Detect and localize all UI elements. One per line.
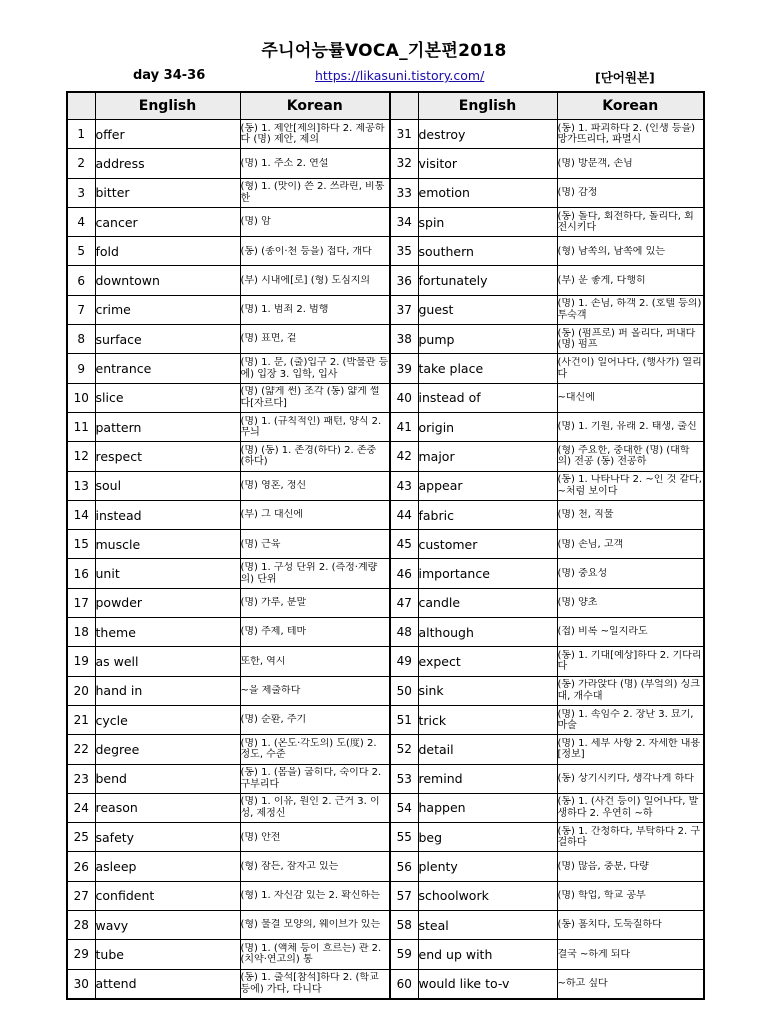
korean-meaning-text: ~대신에	[557, 392, 595, 404]
english-word-right: detail	[418, 735, 557, 764]
english-word-right: guest	[418, 295, 557, 324]
korean-meaning-left	[240, 354, 390, 383]
table-row	[67, 852, 704, 881]
korean-meaning-right	[557, 735, 704, 764]
korean-meaning-text: (부) 그 대신에	[240, 509, 303, 521]
english-word-left: unit	[95, 559, 240, 588]
word-number-left: 27	[67, 881, 95, 910]
korean-meaning-right	[557, 911, 704, 940]
word-number-left: 12	[67, 442, 95, 471]
document-title: 주니어능률VOCA_기본편2018	[261, 41, 507, 61]
korean-meaning-left	[240, 325, 390, 354]
table-row	[67, 354, 704, 383]
word-number-right: 49	[390, 647, 418, 676]
english-word-left: crime	[95, 295, 240, 324]
word-number-right: 52	[390, 735, 418, 764]
header-english-right: English	[418, 92, 557, 120]
word-number-left: 17	[67, 588, 95, 617]
word-number-left: 23	[67, 764, 95, 793]
table-row	[67, 676, 704, 705]
korean-meaning-text: (명) 1. 구성 단위 2. (측정·계량의) 단위	[240, 562, 378, 585]
english-word-left: muscle	[95, 530, 240, 559]
korean-meaning-text: (동) (종이·천 등을) 접다, 개다	[240, 245, 372, 257]
korean-meaning-text: (명) (동) 1. 존경(하다) 2. 존중(하다)	[240, 444, 377, 468]
korean-meaning-text: (동) 1. 간청하다, 부탁하다 2. 구걸하다	[557, 825, 701, 849]
table-row	[67, 588, 704, 617]
english-word-right: expect	[418, 647, 557, 676]
english-word-left: safety	[95, 823, 240, 852]
korean-meaning-text: (명) 근육	[240, 538, 281, 550]
korean-meaning-left	[240, 471, 390, 500]
table-header-row	[67, 92, 704, 120]
english-word-left: downtown	[95, 266, 240, 295]
word-number-right: 56	[390, 852, 418, 881]
english-word-right: although	[418, 618, 557, 647]
word-number-left: 11	[67, 412, 95, 441]
word-number-left: 24	[67, 793, 95, 822]
korean-meaning-text: (부) 시내에[로] (형) 도심지의	[240, 274, 371, 286]
korean-meaning-text: (명) 학업, 학교 공부	[557, 890, 646, 902]
table-row	[67, 940, 704, 969]
day-range: day 34-36	[133, 68, 206, 83]
korean-meaning-text: ~을 제출하다	[240, 685, 301, 697]
table-row	[67, 647, 704, 676]
english-word-left: degree	[95, 735, 240, 764]
english-word-left: attend	[95, 969, 240, 999]
word-number-left: 14	[67, 500, 95, 529]
word-number-left: 21	[67, 705, 95, 734]
table-row	[67, 705, 704, 734]
korean-meaning-text: (형) 1. (맛이) 쓴 2. 쓰라린, 비통한	[240, 181, 385, 204]
korean-meaning-left	[240, 647, 390, 676]
word-number-left: 1	[67, 120, 95, 149]
word-number-left: 6	[67, 266, 95, 295]
word-number-left: 20	[67, 676, 95, 705]
word-number-left: 5	[67, 237, 95, 266]
word-number-right: 54	[390, 793, 418, 822]
english-word-right: destroy	[418, 120, 557, 149]
english-word-left: powder	[95, 588, 240, 617]
word-number-right: 42	[390, 442, 418, 471]
korean-meaning-right	[557, 237, 704, 266]
korean-meaning-text: (명) 1. (온도·각도의) 도(度) 2. 정도, 수준	[240, 737, 377, 761]
korean-meaning-text: (부) 운 좋게, 다행히	[557, 274, 646, 286]
english-word-left: tube	[95, 940, 240, 969]
korean-meaning-left	[240, 764, 390, 793]
word-number-left: 8	[67, 325, 95, 354]
korean-meaning-right	[557, 705, 704, 734]
korean-meaning-right	[557, 940, 704, 969]
korean-meaning-text: (동) 1. 제안[제의]하다 2. 제공하다 (명) 제안, 제의	[240, 122, 385, 146]
english-word-left: fold	[95, 237, 240, 266]
korean-meaning-text: (명) 천, 직물	[557, 509, 614, 521]
word-number-left: 13	[67, 471, 95, 500]
korean-meaning-text: (명) 순환, 주기	[240, 714, 307, 726]
word-number-right: 45	[390, 530, 418, 559]
english-word-right: southern	[418, 237, 557, 266]
korean-meaning-left	[240, 295, 390, 324]
korean-meaning-text: (명) 1. 속임수 2. 장난 3. 묘기, 마술	[557, 708, 694, 732]
korean-meaning-text: (명) 표면, 겉	[240, 333, 297, 345]
korean-meaning-right	[557, 207, 704, 236]
korean-meaning-text: (명) 안전	[240, 831, 281, 843]
word-number-right: 36	[390, 266, 418, 295]
word-number-right: 53	[390, 764, 418, 793]
word-number-right: 37	[390, 295, 418, 324]
table-row	[67, 471, 704, 500]
korean-meaning-left	[240, 500, 390, 529]
korean-meaning-text: (동) (펌프로) 퍼 올리다, 퍼내다 (명) 펌프	[557, 327, 696, 351]
korean-meaning-text: (형) 1. 자신감 있는 2. 확신하는	[240, 890, 380, 902]
korean-meaning-right	[557, 530, 704, 559]
english-word-right: customer	[418, 530, 557, 559]
korean-meaning-left	[240, 149, 390, 178]
word-number-left: 28	[67, 911, 95, 940]
table-row	[67, 530, 704, 559]
table-row	[67, 207, 704, 236]
table-row	[67, 325, 704, 354]
table-row	[67, 266, 704, 295]
korean-meaning-text: (명) 중요성	[557, 567, 608, 579]
korean-meaning-text: (명) 암	[240, 216, 271, 228]
english-word-right: end up with	[418, 940, 557, 969]
korean-meaning-left	[240, 911, 390, 940]
korean-meaning-text: (형) 물결 모양의, 웨이브가 있는	[240, 919, 381, 931]
korean-meaning-text: (명) 주제, 테마	[240, 626, 307, 638]
english-word-right: steal	[418, 911, 557, 940]
korean-meaning-left	[240, 442, 390, 471]
korean-meaning-text: (명) 1. 문, (출)입구 2. (박물관 등에) 입장 3. 입학, 입사	[240, 357, 389, 380]
korean-meaning-text: (동) 돌다, 회전하다, 돌리다, 회전시키다	[557, 210, 694, 234]
english-word-left: instead	[95, 500, 240, 529]
word-number-right: 35	[390, 237, 418, 266]
korean-meaning-left	[240, 237, 390, 266]
word-number-left: 29	[67, 940, 95, 969]
korean-meaning-left	[240, 940, 390, 969]
table-row	[67, 149, 704, 178]
korean-meaning-left	[240, 823, 390, 852]
table-row	[67, 793, 704, 822]
english-word-right: plenty	[418, 852, 557, 881]
word-number-left: 10	[67, 383, 95, 412]
word-number-right: 57	[390, 881, 418, 910]
english-word-right: spin	[418, 207, 557, 236]
korean-meaning-left	[240, 735, 390, 764]
word-number-right: 47	[390, 588, 418, 617]
english-word-right: importance	[418, 559, 557, 588]
word-number-right: 55	[390, 823, 418, 852]
word-number-right: 38	[390, 325, 418, 354]
korean-meaning-text: (사건이) 일어나다, (행사가) 열리다	[557, 357, 702, 380]
word-number-right: 51	[390, 705, 418, 734]
table-row	[67, 178, 704, 207]
english-word-left: bend	[95, 764, 240, 793]
word-number-right: 40	[390, 383, 418, 412]
english-word-left: wavy	[95, 911, 240, 940]
subheader	[0, 68, 768, 88]
english-word-left: confident	[95, 881, 240, 910]
korean-meaning-text: (명) 1. 범죄 2. 범행	[240, 304, 329, 316]
korean-meaning-left	[240, 530, 390, 559]
korean-meaning-left	[240, 852, 390, 881]
english-word-left: hand in	[95, 676, 240, 705]
header-korean-right: Korean	[557, 92, 704, 120]
vocab-body	[67, 120, 704, 999]
english-word-left: address	[95, 149, 240, 178]
korean-meaning-right	[557, 295, 704, 324]
korean-meaning-text: (명) 1. 주소 2. 연설	[240, 157, 329, 169]
english-word-right: fabric	[418, 500, 557, 529]
korean-meaning-right	[557, 412, 704, 441]
table-row	[67, 618, 704, 647]
english-word-left: entrance	[95, 354, 240, 383]
korean-meaning-text: (형) 잠든, 잠자고 있는	[240, 860, 339, 872]
english-word-right: fortunately	[418, 266, 557, 295]
word-number-left: 25	[67, 823, 95, 852]
korean-meaning-left	[240, 618, 390, 647]
english-word-left: theme	[95, 618, 240, 647]
korean-meaning-left	[240, 559, 390, 588]
korean-meaning-text: (형) 주요한, 중대한 (명) (대학의) 전공 (동) 전공하	[557, 444, 690, 468]
korean-meaning-text: (명) 1. 기원, 유래 2. 태생, 출신	[557, 421, 697, 433]
word-number-left: 16	[67, 559, 95, 588]
korean-meaning-text: (명) 1. (규칙적인) 패턴, 양식 2. 무늬	[240, 415, 382, 439]
korean-meaning-right	[557, 120, 704, 149]
word-number-right: 59	[390, 940, 418, 969]
korean-meaning-right	[557, 764, 704, 793]
korean-meaning-text: (동) 1. 출석[참석]하다 2. (학교 등에) 가다, 다니다	[240, 972, 379, 995]
word-number-left: 18	[67, 618, 95, 647]
korean-meaning-text: (명) 1. 세부 사항 2. 자세한 내용[정보]	[557, 737, 701, 761]
word-number-right: 32	[390, 149, 418, 178]
word-number-left: 30	[67, 969, 95, 999]
korean-meaning-left	[240, 207, 390, 236]
korean-meaning-left	[240, 793, 390, 822]
word-number-right: 58	[390, 911, 418, 940]
english-word-right: beg	[418, 823, 557, 852]
word-number-right: 48	[390, 618, 418, 647]
korean-meaning-text: (동) 훔치다, 도둑질하다	[557, 919, 662, 931]
korean-meaning-text: (명) 1. (액체 등이 흐르는) 관 2. (치약·연고의) 통	[240, 942, 382, 966]
korean-meaning-right	[557, 881, 704, 910]
english-word-left: pattern	[95, 412, 240, 441]
english-word-right: visitor	[418, 149, 557, 178]
english-word-left: respect	[95, 442, 240, 471]
table-row	[67, 295, 704, 324]
english-word-right: trick	[418, 705, 557, 734]
korean-meaning-text: (동) 1. (사건 등이) 일어나다, 발생하다 2. 우연히 ~하	[557, 796, 699, 819]
korean-meaning-left	[240, 383, 390, 412]
word-number-right: 44	[390, 500, 418, 529]
header-english-left: English	[95, 92, 240, 120]
english-word-left: bitter	[95, 178, 240, 207]
korean-meaning-text: (접) 비록 ~일지라도	[557, 626, 648, 638]
english-word-right: would like to-v	[418, 969, 557, 999]
korean-meaning-text: ~하고 싶다	[557, 978, 608, 989]
korean-meaning-right	[557, 618, 704, 647]
table-row	[67, 120, 704, 149]
english-word-left: offer	[95, 120, 240, 149]
korean-meaning-right	[557, 559, 704, 588]
word-number-left: 22	[67, 735, 95, 764]
english-word-right: emotion	[418, 178, 557, 207]
korean-meaning-left	[240, 881, 390, 910]
word-number-right: 60	[390, 969, 418, 999]
source-tag: [단어원본]	[595, 70, 655, 85]
korean-meaning-text: (명) 영혼, 정신	[240, 479, 307, 491]
korean-meaning-text: (명) 양초	[557, 597, 598, 609]
korean-meaning-right	[557, 500, 704, 529]
table-row	[67, 383, 704, 412]
korean-meaning-text: (명) 방문객, 손님	[557, 157, 633, 169]
korean-meaning-text: (명) 감정	[557, 186, 598, 198]
header-number-left	[67, 92, 95, 120]
korean-meaning-right	[557, 471, 704, 500]
korean-meaning-text: (동) 상기시키다, 생각나게 하다	[557, 772, 694, 784]
english-word-right: happen	[418, 793, 557, 822]
word-number-left: 26	[67, 852, 95, 881]
korean-meaning-text: (명) (얇게 썬) 조각 (동) 얇게 썰다[자르다]	[240, 386, 380, 409]
table-row	[67, 237, 704, 266]
english-word-right: major	[418, 442, 557, 471]
korean-meaning-left	[240, 705, 390, 734]
korean-meaning-text: (동) 가라앉다 (명) (부엌의) 싱크대, 개수대	[557, 679, 700, 702]
word-number-left: 9	[67, 354, 95, 383]
blog-link[interactable]: https://likasuni.tistory.com/	[315, 68, 485, 83]
korean-meaning-right	[557, 676, 704, 705]
english-word-left: cycle	[95, 705, 240, 734]
korean-meaning-text: (명) 손님, 고객	[557, 538, 624, 550]
word-number-right: 31	[390, 120, 418, 149]
table-row	[67, 442, 704, 471]
word-number-right: 43	[390, 471, 418, 500]
table-row	[67, 735, 704, 764]
korean-meaning-right	[557, 383, 704, 412]
english-word-right: appear	[418, 471, 557, 500]
korean-meaning-text: (명) 가루, 분말	[240, 597, 307, 609]
korean-meaning-left	[240, 266, 390, 295]
english-word-left: soul	[95, 471, 240, 500]
korean-meaning-text: (명) 많음, 충분, 다량	[557, 860, 649, 872]
korean-meaning-text: (명) 1. 손님, 하객 2. (호텔 등의) 투숙객	[557, 298, 702, 321]
table-row	[67, 764, 704, 793]
table-row	[67, 412, 704, 441]
word-number-right: 41	[390, 412, 418, 441]
korean-meaning-left	[240, 120, 390, 149]
word-number-left: 15	[67, 530, 95, 559]
korean-meaning-text: (동) 1. (몸을) 굽히다, 숙이다 2. 구부리다	[240, 767, 382, 790]
english-word-right: instead of	[418, 383, 557, 412]
english-word-right: schoolwork	[418, 881, 557, 910]
word-number-left: 2	[67, 149, 95, 178]
table-row	[67, 911, 704, 940]
korean-meaning-right	[557, 325, 704, 354]
table-row	[67, 881, 704, 910]
word-number-right: 33	[390, 178, 418, 207]
header-number-right	[390, 92, 418, 120]
word-number-left: 7	[67, 295, 95, 324]
header-korean-left: Korean	[240, 92, 390, 120]
word-number-right: 34	[390, 207, 418, 236]
korean-meaning-text: (동) 1. 기대[예상]하다 2. 기다리다	[557, 649, 702, 673]
english-word-left: as well	[95, 647, 240, 676]
korean-meaning-right	[557, 793, 704, 822]
korean-meaning-right	[557, 266, 704, 295]
korean-meaning-right	[557, 823, 704, 852]
table-row	[67, 559, 704, 588]
english-word-right: sink	[418, 676, 557, 705]
korean-meaning-right	[557, 588, 704, 617]
english-word-right: remind	[418, 764, 557, 793]
korean-meaning-left	[240, 178, 390, 207]
word-number-right: 46	[390, 559, 418, 588]
korean-meaning-right	[557, 178, 704, 207]
table-row	[67, 823, 704, 852]
english-word-left: asleep	[95, 852, 240, 881]
korean-meaning-text: 결국 ~하게 되다	[557, 948, 631, 960]
korean-meaning-right	[557, 354, 704, 383]
korean-meaning-right	[557, 647, 704, 676]
korean-meaning-text: (명) 1. 이유, 원인 2. 근거 3. 이성, 제정신	[240, 796, 380, 819]
english-word-left: reason	[95, 793, 240, 822]
korean-meaning-text: 또한, 역시	[240, 655, 286, 667]
word-number-right: 50	[390, 676, 418, 705]
korean-meaning-right	[557, 969, 704, 999]
word-number-right: 39	[390, 354, 418, 383]
korean-meaning-right	[557, 149, 704, 178]
vocab-table	[66, 91, 705, 1000]
table-row	[67, 969, 704, 999]
korean-meaning-text: (동) 1. 나타나다 2. ~인 것 같다, ~처럼 보이다	[557, 474, 702, 497]
english-word-left: slice	[95, 383, 240, 412]
english-word-right: take place	[418, 354, 557, 383]
word-number-left: 19	[67, 647, 95, 676]
english-word-left: surface	[95, 325, 240, 354]
word-number-left: 3	[67, 178, 95, 207]
english-word-left: cancer	[95, 207, 240, 236]
korean-meaning-right	[557, 852, 704, 881]
korean-meaning-left	[240, 676, 390, 705]
korean-meaning-left	[240, 412, 390, 441]
korean-meaning-text: (동) 1. 파괴하다 2. (인생 등을) 망가뜨리다, 파멸시	[557, 122, 696, 146]
word-number-left: 4	[67, 207, 95, 236]
table-row	[67, 500, 704, 529]
korean-meaning-text: (형) 남쪽의, 남쪽에 있는	[557, 245, 665, 257]
english-word-right: candle	[418, 588, 557, 617]
english-word-right: origin	[418, 412, 557, 441]
korean-meaning-right	[557, 442, 704, 471]
english-word-right: pump	[418, 325, 557, 354]
korean-meaning-left	[240, 588, 390, 617]
korean-meaning-left	[240, 969, 390, 999]
